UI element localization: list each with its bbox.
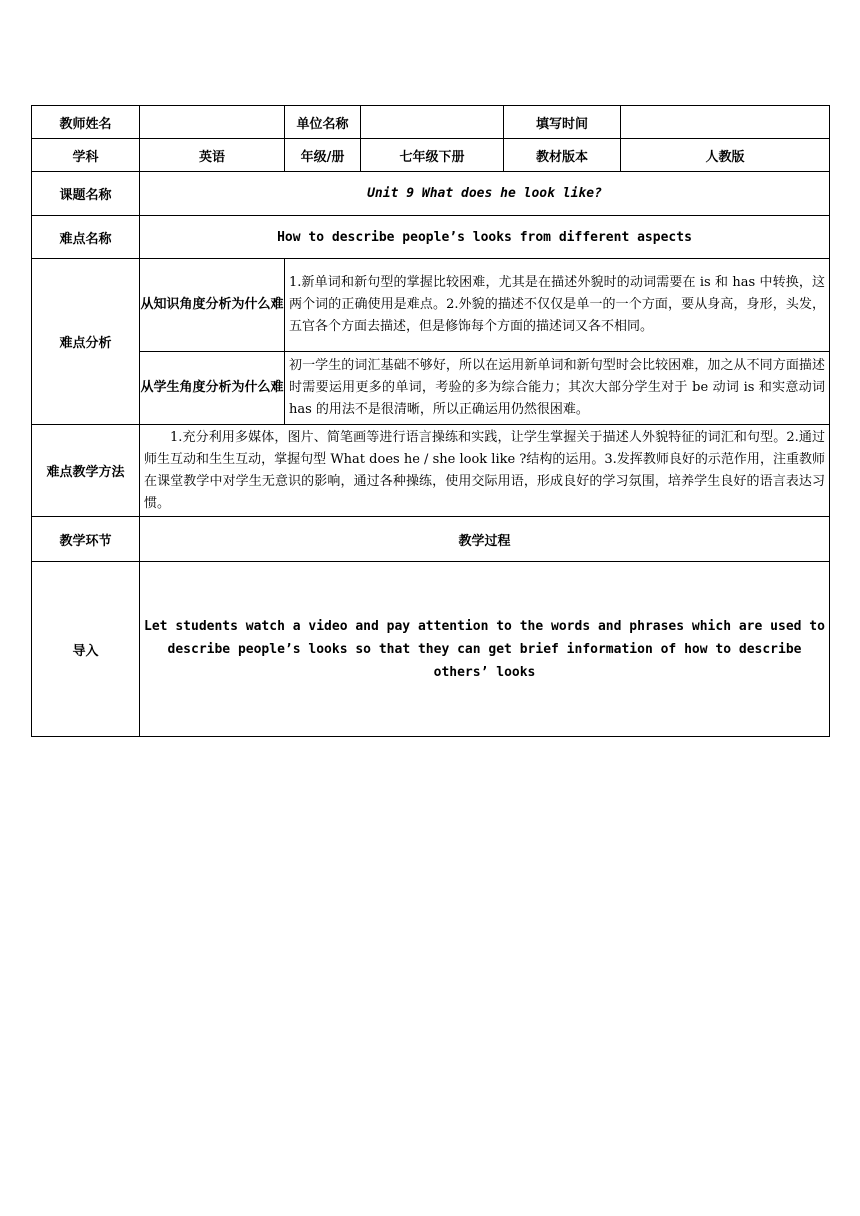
- row-topic: [32, 172, 830, 216]
- row-analysis-knowledge: [32, 259, 830, 352]
- unit-label: 单位名称: [285, 106, 361, 139]
- fill-time-value: [621, 106, 830, 139]
- student-angle-text: 初一学生的词汇基础不够好，所以在运用新单词和新句型时会比较困难，加之从不同方面描述时需要运用更多的单词，考验的多为综合能力；其次大部分学生对于 be 动词 is 和实意动词 has 的用法不是很清晰，所以正确运用仍然很困难。: [285, 352, 830, 425]
- teacher-name-label: 教师姓名: [32, 106, 140, 139]
- student-angle-label: 从学生角度分析为什么难: [140, 352, 285, 425]
- edition-label: 教材版本: [504, 139, 621, 172]
- unit-value: [361, 106, 504, 139]
- subject-label: 学科: [32, 139, 140, 172]
- stage-label: 教学环节: [32, 517, 140, 562]
- difficulty-label: 难点名称: [32, 216, 140, 259]
- edition-value: 人教版: [621, 139, 830, 172]
- difficulty-value: How to describe people’s looks from different aspects: [140, 216, 830, 259]
- row-teacher-info: [32, 106, 830, 139]
- subject-value: 英语: [140, 139, 285, 172]
- intro-label: 导入: [32, 562, 140, 737]
- row-intro: [32, 562, 830, 737]
- row-difficulty: [32, 216, 830, 259]
- method-text: 1.充分利用多媒体，图片、简笔画等进行语言操练和实践，让学生掌握关于描述人外貌特征的词汇和句型。2.通过师生互动和生生互动，掌握句型 What does he / she look like ?结构的运用。3.发挥教师良好的示范作用，注重教师在课堂教学中对学生无意识的影响，通过各种操练，使用交际用语，形成良好的学习氛围，培养学生良好的语言表达习惯。: [140, 425, 830, 517]
- row-process-header: [32, 517, 830, 562]
- lesson-plan-table: [31, 105, 830, 737]
- row-subject: [32, 139, 830, 172]
- analysis-label: 难点分析: [32, 259, 140, 425]
- topic-label: 课题名称: [32, 172, 140, 216]
- grade-value: 七年级下册: [361, 139, 504, 172]
- knowledge-angle-text: 1.新单词和新句型的掌握比较困难，尤其是在描述外貌时的动词需要在 is 和 has 中转换，这两个词的正确使用是难点。2.外貌的描述不仅仅是单一的一个方面，要从身高，身形，头发，五官各个方面去描述，但是修饰每个方面的描述词又各不相同。: [285, 259, 830, 352]
- grade-label: 年级/册: [285, 139, 361, 172]
- method-label: 难点教学方法: [32, 425, 140, 517]
- row-analysis-student: [32, 352, 830, 425]
- knowledge-angle-label: 从知识角度分析为什么难: [140, 259, 285, 352]
- row-method: [32, 425, 830, 517]
- process-label: 教学过程: [140, 517, 830, 562]
- fill-time-label: 填写时间: [504, 106, 621, 139]
- topic-value: Unit 9 What does he look like?: [140, 172, 830, 216]
- teacher-name-value: [140, 106, 285, 139]
- intro-text: Let students watch a video and pay attention to the words and phrases which are used to describe people’s looks so that they can get brief information of how to describe others’ looks: [140, 562, 830, 737]
